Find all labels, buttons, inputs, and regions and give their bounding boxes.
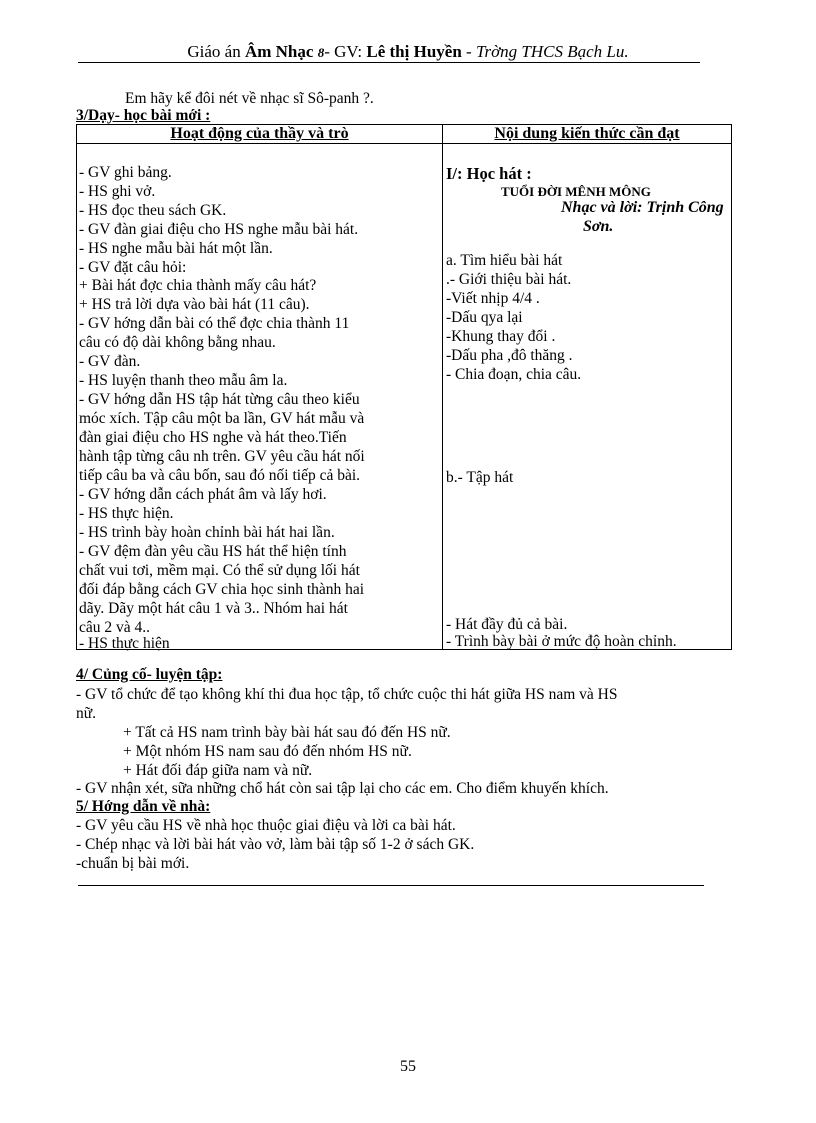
col2-header: Nội dung kiến thức cần đạt: [443, 125, 732, 144]
activity-line: - HS ghi vở.: [79, 183, 156, 200]
activity-line: + Bài hát đợc chia thành mấy câu hát?: [79, 277, 317, 294]
activity-line: - HS thực hiện.: [79, 505, 174, 522]
section4-line: + Một nhóm HS nam sau đó đến nhóm HS nữ.: [123, 743, 412, 760]
activity-line: - GV hớng dẫn HS tập hát từng câu theo kiểu: [79, 391, 360, 408]
activity-line: câu có độ dài không bằng nhau.: [79, 334, 276, 351]
col1-cell: [77, 144, 443, 650]
col1-header: Hoạt động của thầy và trò: [77, 125, 443, 144]
activity-line: - HS đọc theu sách GK.: [79, 202, 227, 219]
activity-line: chất vui tơi, mềm mại. Có thể sử dụng lối hát: [79, 562, 360, 579]
section4-line: - GV tổ chức để tạo không khí thi đua học tập, tổ chức cuộc thi hát giữa HS nam và HS: [76, 686, 618, 703]
section5-title: 5/ Hớng dẫn về nhà:: [76, 798, 211, 815]
activity-line: tiếp câu ba và câu bốn, sau đó nối tiếp cả bài.: [79, 467, 361, 484]
page-header: [0, 42, 816, 62]
intro-question: Em hãy kể đôi nét về nhạc sĩ Sô-panh ?.: [125, 90, 374, 107]
header-prefix: Giáo án: [187, 42, 241, 61]
content-line: - Hát đầy đủ cả bài.: [446, 616, 568, 633]
activity-line: - GV đàn giai điệu cho HS nghe mẫu bài hát.: [79, 221, 359, 238]
activity-line: - HS thực hiện: [79, 635, 170, 652]
section5-line: - GV yêu cầu HS về nhà học thuộc giai điệu và lời ca bài hát.: [76, 817, 456, 834]
activity-line: - HS nghe mẫu bài hát một lần.: [79, 240, 273, 257]
activity-line: - GV ghi bảng.: [79, 164, 172, 181]
activity-line: dãy. Dãy một hát câu 1 và 3.. Nhóm hai hát: [79, 600, 348, 617]
header-teacher-label: - GV:: [324, 42, 363, 61]
activity-line: - GV đàn.: [79, 353, 141, 370]
section4-line: - GV nhận xét, sữa những chổ hát còn sai tập lại cho các em. Cho điểm khuyến khích.: [76, 780, 609, 797]
song-author-line2: Sơn.: [583, 218, 614, 235]
activity-line: - GV hớng dẫn cách phát âm và lấy hơi.: [79, 486, 327, 503]
activity-line: - HS luyện thanh theo mẫu âm la.: [79, 372, 288, 389]
content-line: .- Giới thiệu bài hát.: [446, 271, 572, 288]
header-teacher-name: Lê thị Huyền: [366, 42, 462, 61]
learn-song-heading: I/: Học hát :: [446, 164, 532, 183]
activity-line: - GV đặt câu hỏi:: [79, 259, 187, 276]
content-line: -Khung thay đổi .: [446, 328, 556, 345]
header-rule: [78, 62, 700, 63]
activity-line: - GV hớng dẫn bài có thể đợc chia thành 11: [79, 315, 350, 332]
activity-line: hành tập từng câu nh trên. GV yêu cầu hát nối: [79, 448, 365, 465]
section5-line: - Chép nhạc và lời bài hát vào vở, làm bài tập số 1-2 ở sách GK.: [76, 836, 475, 853]
song-title: TUỔI ĐỜI MÊNH MÔNG: [501, 184, 651, 199]
header-grade: 8: [317, 45, 325, 60]
content-line: -Dấu pha ,đô thăng .: [446, 347, 573, 364]
section4-title: 4/ Củng cố- luyện tập:: [76, 666, 223, 683]
page-number: 55: [400, 1058, 416, 1075]
section4-line: + Hát đối đáp giữa nam và nữ.: [123, 762, 313, 779]
activity-line: + HS trả lời dựa vào bài hát (11 câu).: [79, 296, 310, 313]
content-line: - Chia đoạn, chia câu.: [446, 366, 582, 383]
activity-line: - GV đệm đàn yêu cầu HS hát thể hiện tính: [79, 543, 347, 560]
section3-title: 3/Dạy- học bài mới :: [76, 107, 211, 124]
col2-cell: [443, 144, 732, 650]
section4-line: + Tất cả HS nam trình bày bài hát sau đó đến HS nữ.: [123, 724, 451, 741]
content-line: -Viết nhịp 4/4 .: [446, 290, 540, 307]
col2-body: [443, 144, 731, 649]
activity-line: móc xích. Tập câu một ba lần, GV hát mẫu và: [79, 410, 365, 427]
activity-line: - HS trình bày hoàn chỉnh bài hát hai lần.: [79, 524, 335, 541]
lesson-table: [76, 124, 732, 650]
activity-line: câu 2 và 4..: [79, 619, 151, 636]
activity-line: đàn giai điệu cho HS nghe và hát theo.Tiến: [79, 429, 347, 446]
header-school: - Trờng THCS Bạch Lu.: [466, 42, 629, 61]
content-line: b.- Tập hát: [446, 469, 514, 486]
section5-line: -chuẩn bị bài mới.: [76, 855, 190, 872]
song-author-line1: Nhạc và lời: Trịnh Công: [561, 199, 724, 216]
content-line: -Dấu qya lại: [446, 309, 523, 326]
header-subject: Âm Nhạc: [244, 42, 314, 61]
content-line: a. Tìm hiểu bài hát: [446, 252, 563, 269]
footer-rule: [78, 885, 704, 886]
content-line: - Trình bày bài ở mức độ hoàn chỉnh.: [446, 633, 677, 650]
section4-line: nữ.: [76, 705, 97, 722]
col1-body: [77, 144, 442, 652]
activity-line: đối đáp bằng cách GV chia học sinh thành hai: [79, 581, 365, 598]
